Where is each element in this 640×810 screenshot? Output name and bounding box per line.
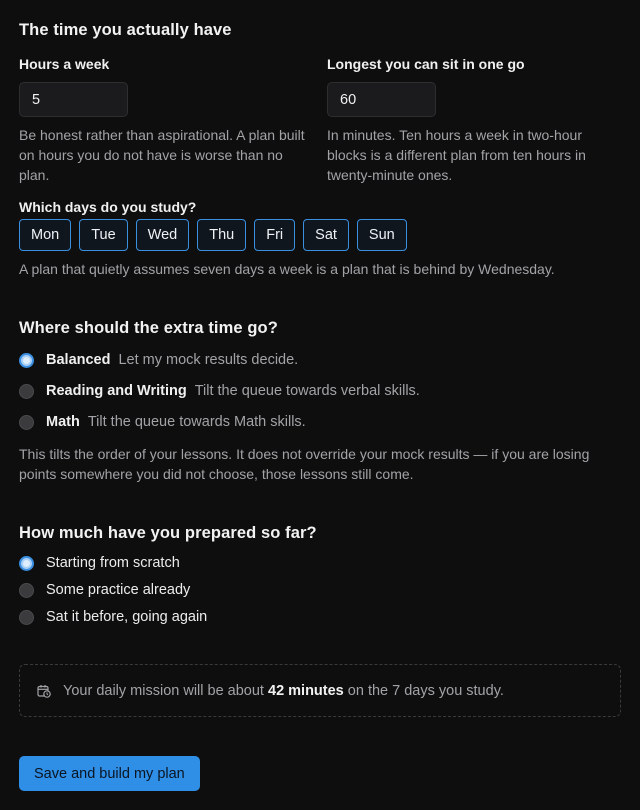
hours-label: Hours a week [19, 56, 110, 72]
mission-minutes: 42 minutes [268, 682, 344, 699]
save-and-build-button[interactable]: Save and build my plan [19, 756, 200, 791]
daily-mission-summary [19, 664, 621, 717]
day-toggle-wed[interactable]: Wed [136, 219, 190, 251]
prep-option-scratch[interactable] [19, 555, 180, 571]
days-label: Which days do you study? [19, 199, 197, 215]
focus-option-desc: Let my mock results decide. [118, 352, 299, 368]
radio-unchecked-icon[interactable] [19, 384, 34, 399]
longest-label: Longest you can sit in one go [327, 56, 525, 72]
radio-unchecked-icon[interactable] [19, 415, 34, 430]
mission-suffix: on the 7 days you study. [347, 682, 504, 699]
focus-option-title: Math [46, 414, 80, 430]
hours-help: Be honest rather than aspirational. A plan built on hours you do not have is worse than no plan. [19, 127, 305, 183]
focus-help: This tilts the order of your lessons. It does not override your mock results — if you are losing points somewhere you did not choose, those lessons still come. [19, 446, 590, 482]
hours-field-group [19, 56, 311, 185]
focus-option-desc: Tilt the queue towards verbal skills. [194, 383, 420, 399]
day-toggle-tue[interactable]: Tue [79, 219, 127, 251]
day-toggle-group [19, 219, 407, 251]
day-toggle-fri[interactable]: Fri [254, 219, 295, 251]
focus-option-balanced[interactable] [19, 352, 298, 368]
prep-option-label: Some practice already [46, 582, 191, 598]
longest-help: In minutes. Ten hours a week in two-hour blocks is a different plan from ten hours in twenty-minute ones. [327, 127, 586, 183]
section-title-prep: How much have you prepared so far? [19, 524, 317, 542]
focus-option-title: Reading and Writing [46, 383, 187, 399]
longest-input[interactable] [327, 82, 436, 117]
focus-option-desc: Tilt the queue towards Math skills. [87, 414, 306, 430]
prep-option-label: Starting from scratch [46, 555, 180, 571]
calendar-clock-icon [37, 684, 51, 698]
radio-unchecked-icon[interactable] [19, 610, 34, 625]
focus-option-math[interactable] [19, 414, 306, 430]
radio-unchecked-icon[interactable] [19, 583, 34, 598]
day-toggle-thu[interactable]: Thu [197, 219, 246, 251]
prep-option-label: Sat it before, going again [46, 609, 208, 625]
mission-prefix: Your daily mission will be about [63, 682, 264, 699]
day-toggle-sun[interactable]: Sun [357, 219, 407, 251]
radio-checked-icon[interactable] [19, 353, 34, 368]
hours-input[interactable] [19, 82, 128, 117]
section-title-time: The time you actually have [19, 21, 232, 39]
radio-checked-icon[interactable] [19, 556, 34, 571]
focus-option-reading-writing[interactable] [19, 383, 420, 399]
longest-field-group [327, 56, 619, 185]
day-toggle-mon[interactable]: Mon [19, 219, 71, 251]
days-help: A plan that quietly assumes seven days a week is a plan that is behind by Wednesday. [19, 261, 555, 277]
prep-option-some-practice[interactable] [19, 582, 190, 598]
prep-option-sat-before[interactable] [19, 609, 207, 625]
focus-option-title: Balanced [46, 352, 111, 368]
day-toggle-sat[interactable]: Sat [303, 219, 349, 251]
section-title-focus: Where should the extra time go? [19, 319, 278, 337]
